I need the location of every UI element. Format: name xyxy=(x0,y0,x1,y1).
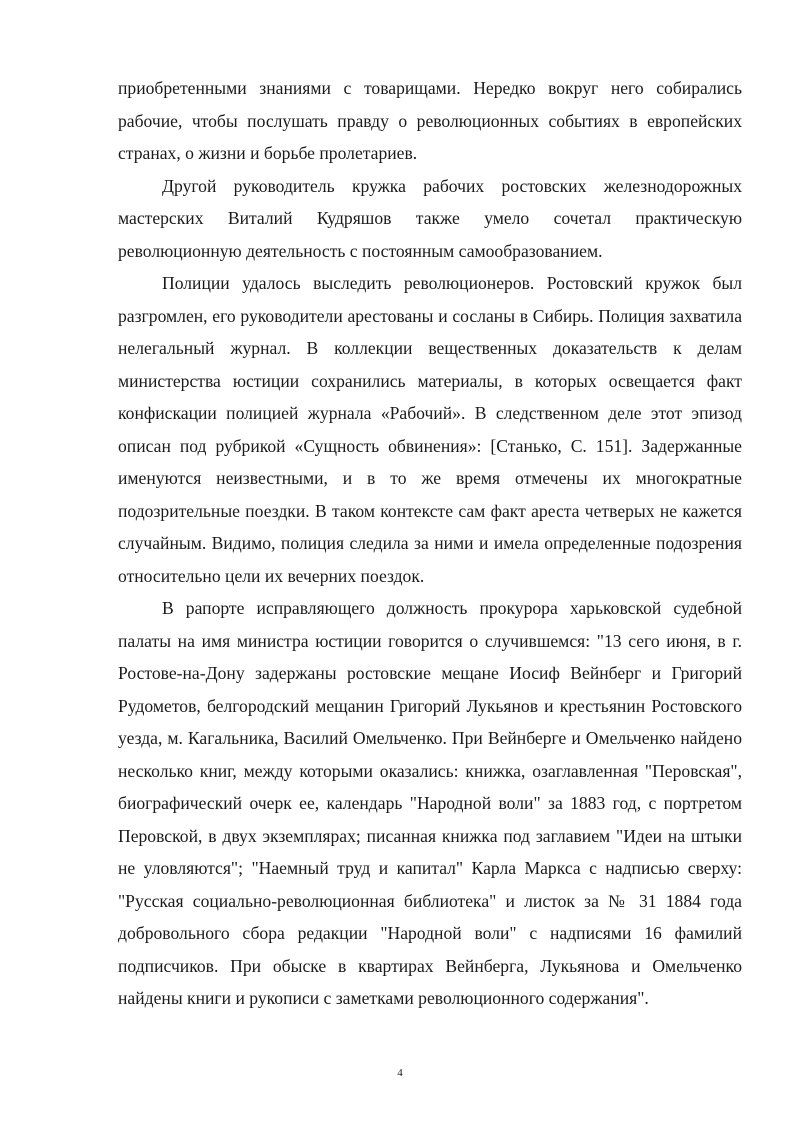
paragraph-continuation: приобретенными знаниями с товарищами. Нередко вокруг него собирались рабочие, чтобы послушать правду о революционных событиях в европейских странах, о жизни и борьбе пролетариев. xyxy=(118,78,742,163)
paragraph-police: Полиции удалось выследить революционеров. Ростовский кружок был разгромлен, его руководители арестованы и сосланы в Сибирь. Полиция захватила нелегальный журнал. В коллекции вещественных доказательств к делам министерства юстиции сохранились материалы, в которых освещается факт конфискации полицией журнала «Рабочий». В следственном деле этот эпизод описан под рубрикой «Сущность обвинения»: [Станько, С. 151]. Задержанные именуются неизвестными, и в то же время отмечены их многократные подозрительные поездки. В таком контексте сам факт ареста четверых не кажется случайным. Видимо, полиция следила за ними и имела определенные подозрения относительно цели их вечерних поездок. xyxy=(118,273,742,586)
paragraph-kudryashov: Другой руководитель кружка рабочих ростовских железнодорожных мастерских Виталий Кудряшов также умело сочетал практическую революционную деятельность с постоянным самообразованием. xyxy=(118,175,742,261)
paragraph-report: В рапорте исправляющего должность прокурора харьковской судебной палаты на имя министра юстиции говорится о случившемся: "13 сего июня, в г. Ростове-на-Дону задержаны ростовские мещане Иосиф Вейнберг и Григорий Рудометов, белгородский мещанин Григорий Лукьянов и крестьянин Ростовского уезда, м. Кагальника, Василий Омельченко. При Вейнберге и Омельченко найдено несколько книг, между которыми оказались: книжка, озаглавленная "Перовская", биографический очерк ее, календарь "Народной воли" за 1883 год, с портретом Перовской, в двух экземплярах; писанная книжка под заглавием "Идеи на штыки не уловляются"; "Наемный труд и капитал" Карла Маркса с надписью сверху: "Русская социально-революционная библиотека" и листок за № 31 1884 года добровольного сбора редакции "Народной воли" с надписями 16 фамилий подписчиков. При обыске в квартирах Вейнберга, Лукьянова и Омельченко найдены книги и рукописи с заметками революционного содержания". xyxy=(118,598,742,1008)
page-number: 4 xyxy=(397,1067,403,1079)
document-body xyxy=(118,72,742,1015)
